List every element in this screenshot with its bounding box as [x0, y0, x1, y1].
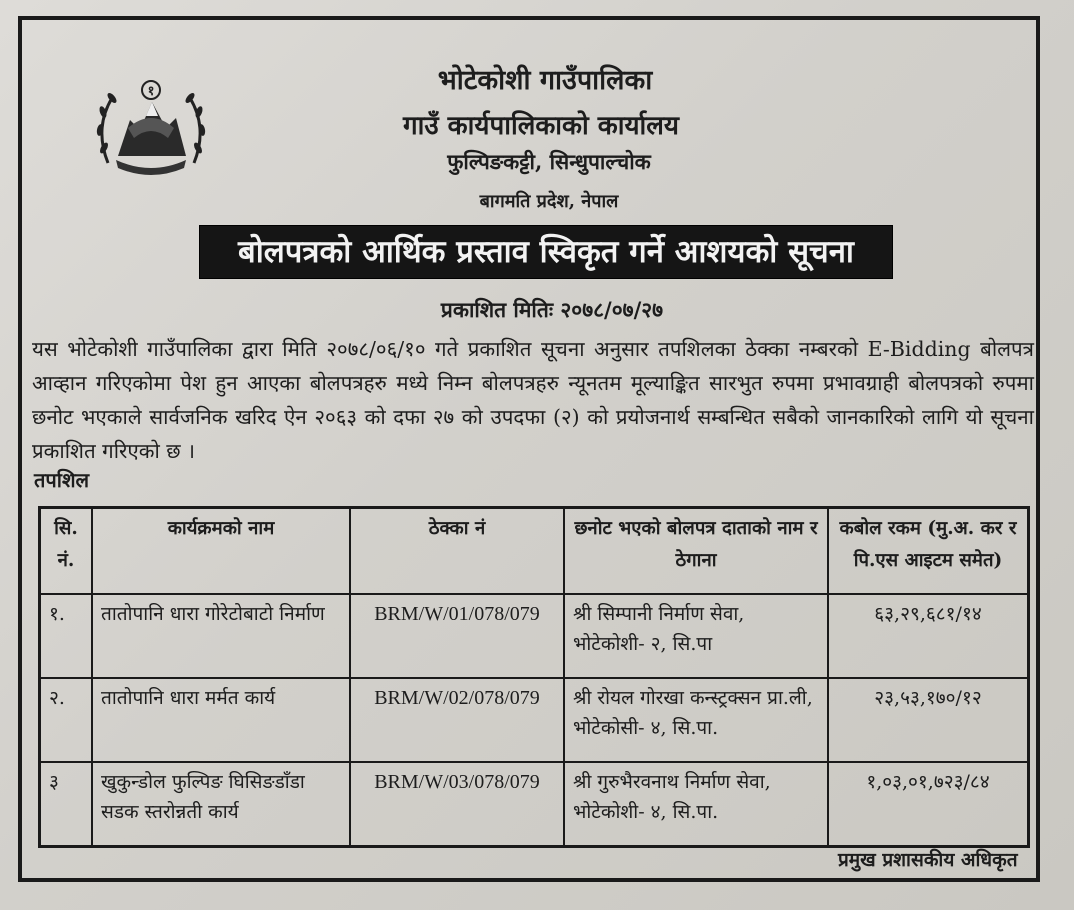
cell-program: खुकुन्डोल फुल्पिङ घिसिङडाँडा सडक स्तरोन्नती कार्य: [92, 762, 350, 847]
signatory-title: प्रमुख प्रशासकीय अधिकृत: [838, 849, 1018, 871]
cell-contract-no: BRM/W/01/078/079: [350, 594, 564, 678]
cell-amount: ६३,२९,६८१/१४: [828, 594, 1029, 678]
cell-bidder: श्री सिम्पानी निर्माण सेवा, भोटेकोशी- २, सि.पा: [564, 594, 828, 678]
cell-serial: ३: [40, 762, 93, 847]
tender-table: [38, 506, 1030, 848]
province-country: बागमति प्रदेश, नेपाल: [479, 191, 619, 212]
cell-contract-no: BRM/W/03/078/079: [350, 762, 564, 847]
cell-program: तातोपानि धारा गोरेटोबाटो निर्माण: [92, 594, 350, 678]
table-row: [40, 762, 1029, 847]
table-row: [40, 594, 1029, 678]
cell-program: तातोपानि धारा मर्मत कार्य: [92, 678, 350, 762]
column-header-amount: कबोल रकम (मु.अ. कर र पि.एस आइटम समेत): [828, 508, 1029, 595]
cell-serial: २.: [40, 678, 93, 762]
cell-serial: १.: [40, 594, 93, 678]
organization-name: भोटेकोशी गाउँपालिका: [437, 65, 653, 96]
notice-body: यस भोटेकोशी गाउँपालिका द्वारा मिति २०७८/०६/१० गते प्रकाशित सूचना अनुसार तपशिलका ठेक्का नम्बरको E-Bidding बोलपत्र आव्हान गरिएकोमा पेश हुन आएका बोलपत्रहरु मध्ये निम्न बोलपत्रहरु न्यूनतम मूल्याङ्कित सारभुत रुपमा प्रभावग्राही बोलपत्रको रुपमा छनोट भएकाले सार्वजनिक खरिद ऐन २०६३ को दफा २७ को उपदफा (२) को प्रयोजनार्थ सम्बन्धित सबैको जानकारिको लागि यो सूचना प्रकाशित गरिएको छ ।: [32, 337, 1034, 463]
table-header-row: [40, 508, 1029, 595]
column-header-bidder: छनोट भएको बोलपत्र दाताको नाम र ठेगाना: [564, 508, 828, 595]
column-header-contract-no: ठेक्का नं: [350, 508, 564, 595]
cell-bidder: श्री रोयल गोरखा कन्स्ट्रक्सन प्रा.ली, भोटेकोसी- ४, सि.पा.: [564, 678, 828, 762]
cell-contract-no: BRM/W/02/078/079: [350, 678, 564, 762]
cell-amount: २३,५३,१७०/१२: [828, 678, 1029, 762]
table-row: [40, 678, 1029, 762]
column-header-serial: सि. नं.: [40, 508, 93, 595]
office-name: गाउँ कार्यपालिकाको कार्यालय: [403, 111, 679, 141]
cell-bidder: श्री गुरुभैरवनाथ निर्माण सेवा, भोटेकोशी- ४, सि.पा.: [564, 762, 828, 847]
published-date: प्रकाशित मितिः २०७८/०७/२७: [440, 297, 664, 322]
emblem-digit: १: [147, 84, 155, 99]
column-header-program: कार्यक्रमको नाम: [92, 508, 350, 595]
notice-title: बोलपत्रको आर्थिक प्रस्ताव स्विकृत गर्ने आशयको सूचना: [200, 226, 892, 278]
details-label: तपशिल: [34, 468, 90, 492]
office-location: फुल्पिङकट्टी, सिन्धुपाल्चोक: [447, 149, 651, 174]
cell-amount: १,०३,०१,७२३/८४: [828, 762, 1029, 847]
